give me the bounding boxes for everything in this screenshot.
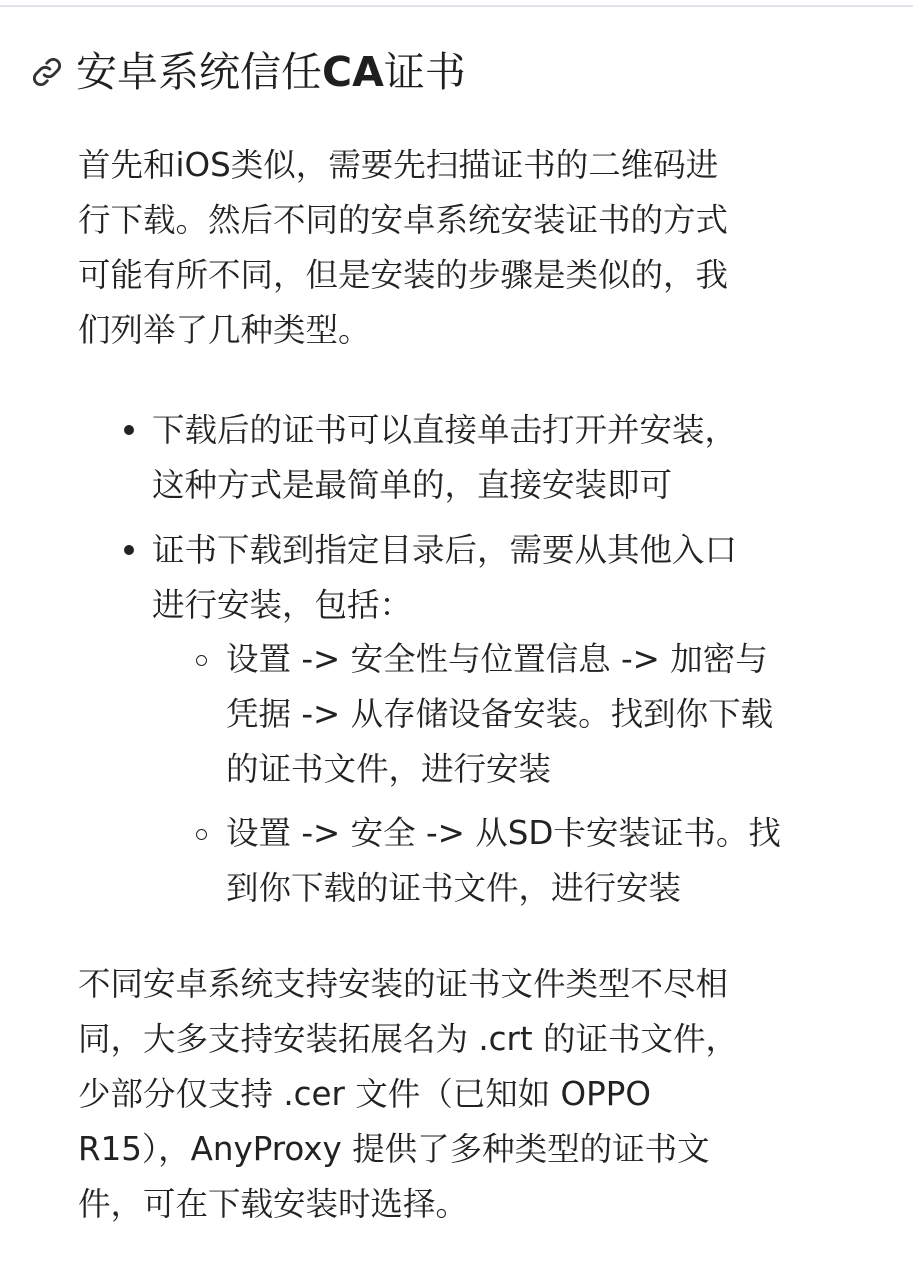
outro-line: 件，可在下载安装时选择。 [78, 1185, 469, 1223]
sub-item-line: 到你下载的证书文件，进行安装 [226, 869, 682, 907]
intro-paragraph [78, 138, 878, 358]
list-bullet [124, 545, 134, 555]
list-item-line: 证书下载到指定目录后，需要从其他入口 [152, 531, 738, 569]
heading-text-prefix: 安卓系统信任 [76, 48, 322, 96]
sub-item-line: 凭据 -> 从存储设备安装。找到你下载 [226, 695, 774, 733]
heading-text-bold: CA [322, 48, 384, 96]
intro-line: 行下载。然后不同的安卓系统安装证书的方式 [78, 201, 729, 239]
list-item-line: 进行安装，包括： [152, 586, 413, 624]
outro-line: 同，大多支持安装拓展名为 .crt 的证书文件， [78, 1020, 738, 1058]
intro-line: 们列举了几种类型。 [78, 311, 371, 349]
sub-item-encryption-credentials [226, 632, 773, 797]
sub-item-line: 设置 -> 安全性与位置信息 -> 加密与 [226, 640, 768, 678]
link-icon[interactable] [30, 55, 64, 89]
intro-line: 可能有所不同，但是安装的步骤是类似的，我 [78, 256, 729, 294]
list-item-directory-install [152, 523, 737, 633]
intro-line: 首先和iOS类似，需要先扫描证书的二维码进 [78, 146, 719, 184]
list-item-line: 下载后的证书可以直接单击打开并安装， [152, 411, 738, 449]
sub-list-bullet [196, 829, 207, 840]
heading-text-suffix: 证书 [383, 48, 466, 96]
section-heading [30, 40, 466, 104]
sub-list-bullet [196, 655, 207, 666]
outro-line: R15），AnyProxy 提供了多种类型的证书文 [78, 1130, 710, 1168]
sub-item-line: 设置 -> 安全 -> 从SD卡安装证书。找 [226, 814, 781, 852]
sub-item-sd-card [226, 806, 781, 916]
list-item-direct-install [152, 403, 737, 513]
list-item-line: 这种方式是最简单的，直接安装即可 [152, 466, 673, 504]
top-divider [0, 5, 913, 7]
list-bullet [124, 425, 134, 435]
outro-paragraph [78, 957, 878, 1232]
sub-item-line: 的证书文件，进行安装 [226, 750, 552, 788]
outro-line: 少部分仅支持 .cer 文件（已知如 OPPO [78, 1075, 651, 1113]
outro-line: 不同安卓系统支持安装的证书文件类型不尽相 [78, 965, 729, 1003]
